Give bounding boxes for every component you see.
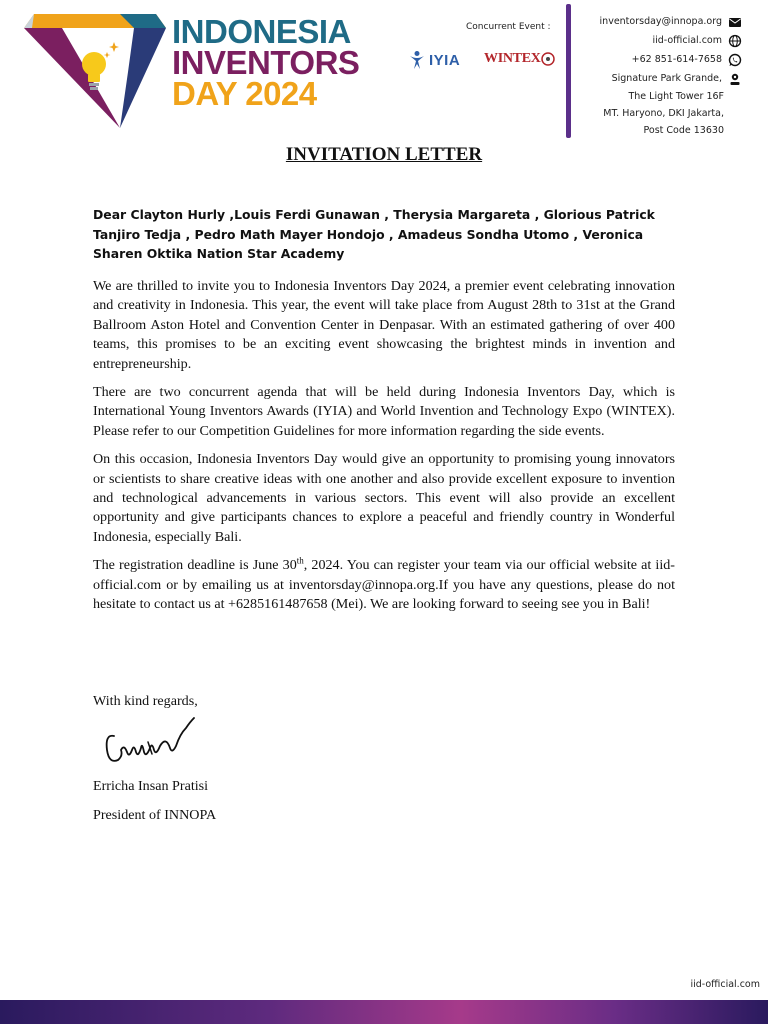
brand-wordmark — [172, 13, 360, 112]
contact-email-row — [600, 12, 742, 31]
wintex-globe-icon — [541, 52, 555, 66]
letter-greeting: Dear Clayton Hurly ,Louis Ferdi Gunawan , Therysia Margareta , Glorious Patrick Tanjiro Tedja , Pedro Math Mayer Hondojo , Amadeus Sondha Utomo , Veronica Sharen Oktika Nation Star Academy — [93, 207, 655, 261]
contact-phone-row — [600, 50, 742, 69]
brand-line-1: INDONESIA — [172, 13, 351, 50]
iyia-text: IYIA — [429, 51, 461, 69]
handwritten-signature — [100, 712, 200, 774]
wintex-logo — [484, 47, 560, 71]
whatsapp-icon — [728, 53, 742, 67]
letter-content — [93, 277, 675, 624]
footer-gradient-bar — [0, 1000, 768, 1024]
contact-address-line-1: Signature Park Grande, — [611, 73, 722, 84]
contact-block — [600, 12, 742, 139]
iyia-figure-icon — [408, 50, 426, 70]
location-icon — [728, 72, 742, 86]
deadline-prefix: The registration deadline is June 30 — [93, 557, 297, 574]
brand-line-2: INVENTORS — [172, 44, 360, 81]
iid-logo-mark — [24, 12, 166, 130]
deadline-suffix-sup: th — [296, 555, 304, 566]
globe-icon — [728, 34, 742, 48]
letter-closing: With kind regards, — [93, 693, 198, 709]
wintex-text: WINTEX — [484, 51, 541, 66]
signer-title: President of INNOPA — [93, 807, 217, 823]
letter-paragraph-1: We are thrilled to invite you to Indonesia Inventors Day 2024, a premier event celebrating innovation and creativity in Indonesia. This year, the event will take place from August 28th to 31st at the Grand Ballroom Aston Hotel and Convention Center in Denpasar. With an estimated gathering of over 400 teams, this promises to be an exciting event showcasing the brightest minds in invention and entrepreneurship. — [93, 278, 675, 372]
contact-address-line-2-row — [600, 88, 742, 105]
contact-email[interactable]: inventorsday@innopa.org — [599, 16, 722, 27]
letter-paragraph-deadline — [93, 556, 675, 614]
iyia-logo — [408, 48, 472, 72]
header-divider — [566, 4, 571, 138]
footer-website[interactable]: iid-official.com — [690, 979, 760, 990]
contact-address-line-4-row — [600, 122, 742, 139]
contact-website-row — [600, 31, 742, 50]
letter-paragraph-2: There are two concurrent agenda that will be held during Indonesia Inventors Day, which is International Young Inventors Awards (IYIA) and World Invention and Technology Expo (WINTEX). Please refer to our Competition Guidelines for more information regarding the side events. — [93, 384, 675, 439]
letter-title: INVITATION LETTER — [285, 144, 483, 165]
deadline-rest: , 2024. You can register your team via our official website at iid-official.com or by emailing us at inventorsday@innopa.org.If you have any questions, please do not hesitate to contact us at +6285161487658 (Mei). We are looking forward to seeing see you in Bali! — [93, 557, 675, 613]
contact-address-line-3-row — [600, 105, 742, 122]
letter-paragraph-3: On this occasion, Indonesia Inventors Day would give an opportunity to promising young innovators or scientists to share creative ideas with one another and also provide excellent exposure to invention and technological advancements in various sectors. This event will also provide an excellent opportunity and give participants chances to explore a peaceful and friendly country in Wonderful Indonesia, especially Bali. — [93, 451, 675, 545]
contact-address-line-2: The Light Tower 16F — [628, 91, 724, 102]
contact-website[interactable]: iid-official.com — [652, 35, 722, 46]
contact-phone[interactable]: +62 851-614-7658 — [631, 54, 722, 65]
email-icon — [728, 15, 742, 29]
contact-address-line-4: Post Code 13630 — [643, 125, 724, 136]
concurrent-event-label: Concurrent Event : — [466, 22, 551, 32]
contact-address-row — [600, 69, 742, 88]
contact-address-line-3: MT. Haryono, DKI Jakarta, — [603, 108, 724, 119]
signer-name: Erricha Insan Pratisi — [93, 778, 209, 794]
brand-line-3: DAY 2024 — [172, 75, 317, 112]
